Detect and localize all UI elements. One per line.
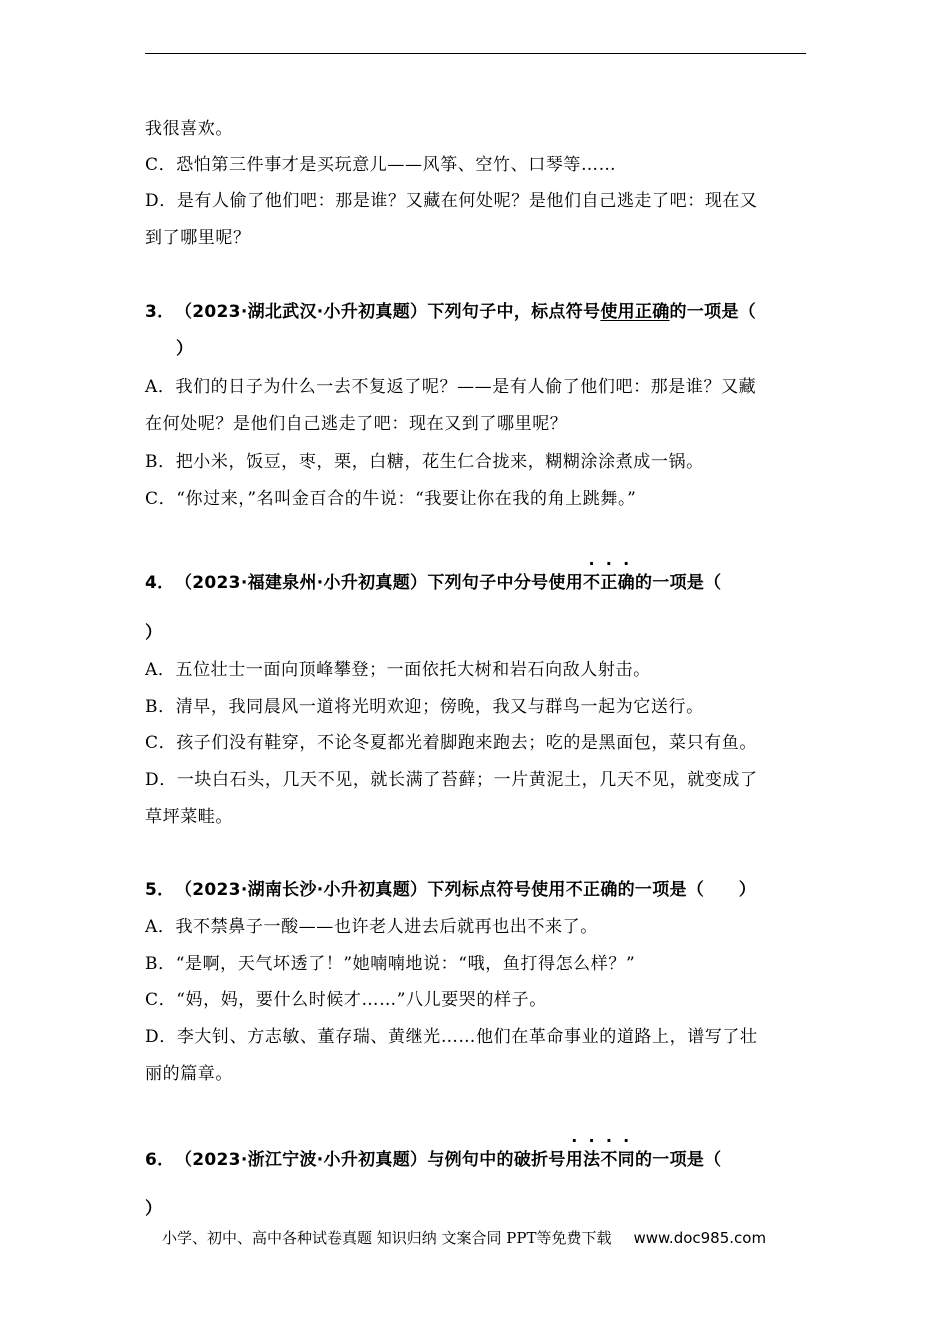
q4-emphasis-char: 确 [617, 573, 635, 593]
header-rule [145, 53, 806, 54]
q4-emphasis-char: 正 [600, 573, 618, 593]
q3-stem [145, 301, 756, 323]
q6-emphasis-char: 同 [617, 1150, 635, 1170]
q6-stem-b: 的一项是（ [634, 1150, 722, 1170]
q6-emphasis-char: 法 [583, 1150, 601, 1170]
q5-option-d-line2: 丽的篇章。 [145, 1064, 233, 1084]
q4-emphasis-char: 不 [583, 573, 601, 593]
q4-option-a: A．五位壮士一面向顶峰攀登；一面依托大树和岩石向敌人射击。 [145, 660, 651, 680]
prev-option-d-line2: 到了哪里呢？ [145, 228, 251, 248]
q3-option-a-line2: 在何处呢？是他们自己逃走了吧：现在又到了哪里呢？ [145, 414, 568, 434]
q5-stem-text: （2023·湖南长沙·小升初真题）下列标点符号使用不正确的一项是（ ） [175, 880, 757, 900]
q5-option-b: B．“是啊，天气坏透了！”她喃喃地说：“哦，鱼打得怎么样？” [145, 954, 636, 974]
q5-stem [145, 879, 756, 901]
q3-option-c: C．“你过来，”名叫金百合的牛说：“我要让你在我的角上跳舞。” [145, 489, 637, 509]
q5-option-c: C．“妈，妈，要什么时候才……”八儿要哭的样子。 [145, 990, 547, 1010]
footer-text: 小学、初中、高中各种试卷真题 知识归纳 文案合同 PPT等免费下载 [162, 1229, 612, 1247]
q4-option-c: C．孩子们没有鞋穿，不论冬夏都光着脚跑来跑去；吃的是黑面包，菜只有鱼。 [145, 733, 758, 753]
q4-option-d-line1: D．一块白石头，几天不见，就长满了苔藓；一片黄泥土，几天不见，就变成了 [145, 770, 758, 790]
q6-stem [145, 1149, 721, 1171]
q3-stem-b: 的一项是（ [669, 302, 757, 322]
q3-number: 3． [145, 302, 175, 322]
q5-number: 5． [145, 880, 175, 900]
q3-stem-close: ） [176, 339, 194, 359]
q4-number: 4． [145, 573, 175, 593]
q3-stem-underlined: 使用正确 [600, 302, 670, 322]
q4-option-d-line2: 草坪菜畦。 [145, 807, 233, 827]
page-footer [162, 1227, 766, 1248]
q6-emphasis-char: 用 [565, 1150, 584, 1170]
q4-option-b: B．清早，我同晨风一道将光明欢迎；傍晚，我又与群鸟一起为它送行。 [145, 697, 704, 717]
footer-url[interactable]: www.doc985.com [633, 1229, 767, 1247]
q3-option-b: B．把小米，饭豆，枣，栗，白糖，花生仁合拢来，糊糊涂涂煮成一锅。 [145, 452, 704, 472]
q5-option-d-line1: D．李大钊、方志敏、董存瑞、黄继光……他们在革命事业的道路上，谱写了壮 [145, 1027, 758, 1047]
q5-option-a: A．我不禁鼻子一酸——也许老人进去后就再也出不来了。 [145, 917, 598, 937]
q6-emphasis-char: 不 [600, 1150, 618, 1170]
prev-option-d-line1: D．是有人偷了他们吧：那是谁？又藏在何处呢？是他们自己逃走了吧：现在又 [145, 191, 758, 211]
q4-stem-close: ） [145, 623, 163, 643]
q6-stem-close: ） [145, 1199, 163, 1219]
q4-stem [145, 572, 721, 594]
q4-stem-a: （2023·福建泉州·小升初真题）下列句子中分号使用 [175, 573, 584, 593]
prev-option-tail: 我很喜欢。 [145, 119, 233, 139]
prev-option-c: C．恐怕第三件事才是买玩意儿——风筝、空竹、口琴等…… [145, 155, 617, 175]
q3-stem-a: （2023·湖北武汉·小升初真题）下列句子中，标点符号 [175, 302, 601, 322]
q6-number: 6． [145, 1150, 175, 1170]
q4-stem-b: 的一项是（ [634, 573, 722, 593]
q3-option-a-line1: A．我们的日子为什么一去不复返了呢？——是有人偷了他们吧：那是谁？又藏 [145, 377, 757, 397]
q6-stem-a: （2023·浙江宁波·小升初真题）与例句中的破折号 [175, 1150, 566, 1170]
